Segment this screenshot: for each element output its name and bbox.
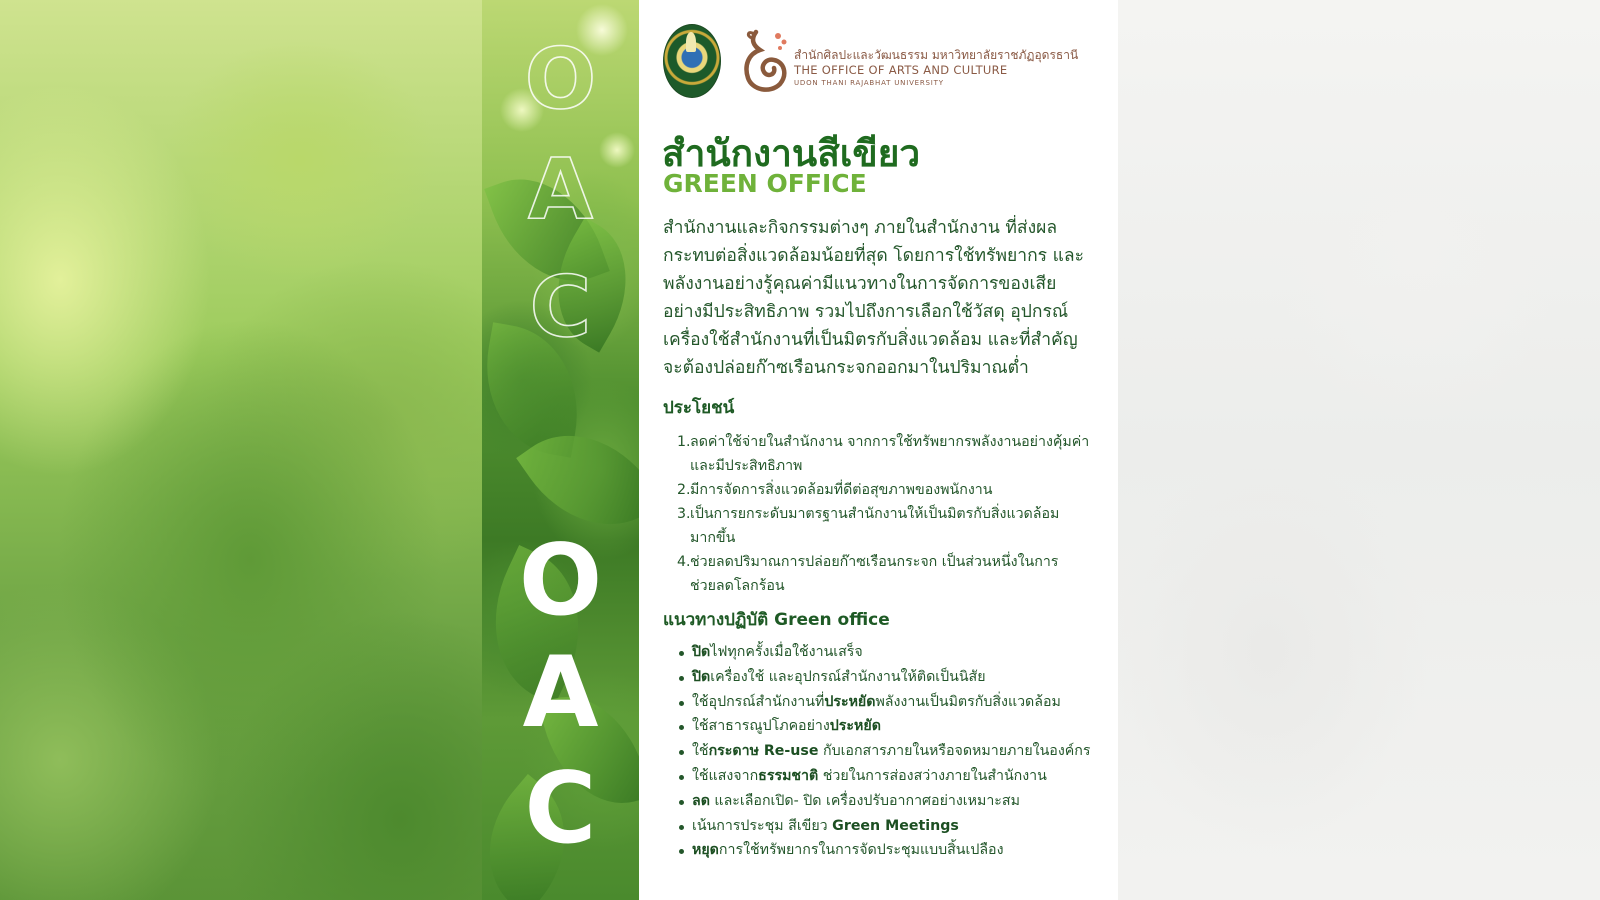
item-text: และมีประสิทธิภาพ: [690, 458, 803, 474]
list-item: [677, 550, 1107, 598]
solid-letter-a: A: [522, 636, 599, 750]
item-text: และเลือกเปิด- ปิด เครื่องปรับอากาศอย่างเหมาะสม: [709, 792, 1020, 809]
item-text: พลังงานเป็นมิตรกับสิ่งแวดล้อม: [875, 693, 1061, 710]
intro-line: สำนักงานและกิจกรรมต่างๆ ภายในสำนักงาน ที่ส่งผล: [663, 218, 1058, 238]
item-emphasis: ปิด: [692, 644, 711, 660]
outline-letter-a: A: [527, 140, 593, 238]
list-item: [677, 502, 1107, 550]
blurred-foliage-background-left: [0, 0, 482, 900]
item-text: เครื่องใช้ และอุปกรณ์สำนักงานให้ติดเป็นนิสัย: [710, 668, 986, 685]
item-number: 3.: [677, 506, 691, 522]
item-text: ใช้แสงจาก: [692, 767, 759, 784]
item-emphasis: Green Meetings: [832, 817, 959, 834]
list-item: [677, 714, 1107, 739]
list-item: [677, 764, 1107, 789]
list-item: [677, 690, 1107, 715]
outline-letter-c: C: [529, 258, 592, 356]
benefits-list: [677, 430, 1107, 598]
item-emphasis: หยุด: [692, 842, 719, 859]
list-item: [677, 838, 1107, 863]
emblem-spire-icon: [686, 32, 696, 52]
intro-line: จะต้องปล่อยก๊าซเรือนกระจกออกมาในปริมาณต่ำ: [663, 358, 1029, 378]
outline-letter-o: O: [524, 30, 597, 128]
list-item: [677, 430, 1107, 478]
item-text: ช่วยในการส่องสว่างภายในสำนักงาน: [818, 767, 1047, 784]
item-emphasis: ธรรมชาติ: [758, 767, 819, 784]
item-text: กับเอกสารภายในหรือจดหมายภายในองค์กร: [818, 743, 1091, 760]
intro-paragraph: [663, 214, 1103, 382]
practices-heading: แนวทางปฏิบัติ Green office: [663, 610, 890, 630]
item-number: 2.: [677, 482, 691, 498]
item-emphasis: ลด: [692, 792, 710, 809]
list-item: [677, 814, 1107, 839]
item-text: การใช้ทรัพยากรในการจัดประชุมแบบสิ้นเปลือง: [718, 842, 1004, 859]
item-emphasis: ประหยัด: [829, 718, 881, 735]
org-name-thai: สำนักศิลปะและวัฒนธรรม มหาวิทยาลัยราชภัฏอุดรธานี: [794, 48, 1079, 62]
list-item: [677, 478, 1107, 502]
item-text: มากขึ้น: [690, 530, 736, 546]
practices-list: [677, 640, 1107, 863]
item-text: เป็นการยกระดับมาตรฐานสำนักงานให้เป็นมิตรกับสิ่งแวดล้อม: [690, 506, 1060, 522]
item-text: ใช้อุปกรณ์สำนักงานที่: [692, 693, 825, 710]
item-text: ไฟทุกครั้งเมื่อใช้งานเสร็จ: [710, 644, 863, 660]
item-text: ลดค่าใช้จ่ายในสำนักงาน จากการใช้ทรัพยากรพลังงานอย่างคุ้มค่า: [690, 434, 1090, 450]
item-text: เน้นการประชุม สีเขียว: [692, 817, 833, 834]
intro-line: พลังงานอย่างรู้คุณค่ามีแนวทางในการจัดการของเสีย: [663, 274, 1057, 294]
item-emphasis: กระดาษ Re-use: [708, 743, 819, 760]
item-emphasis: ประหยัด: [824, 693, 876, 710]
page-title-thai: สำนักงานสีเขียว: [662, 132, 921, 175]
list-item: [677, 640, 1107, 665]
leaf-photo-strip: [482, 0, 639, 900]
intro-line: อย่างมีประสิทธิภาพ รวมไปถึงการเลือกใช้วัสดุ อุปกรณ์: [663, 302, 1069, 322]
solid-letter-c: C: [524, 752, 597, 866]
page-title-english: GREEN OFFICE: [663, 169, 867, 198]
org-name-english: THE OFFICE OF ARTS AND CULTURE: [794, 63, 1008, 77]
item-number: 1.: [677, 434, 691, 450]
item-text: ช่วยลดปริมาณการปล่อยก๊าซเรือนกระจก เป็นส่วนหนึ่งในการ: [690, 554, 1059, 570]
list-item: [677, 789, 1107, 814]
item-emphasis: ปิด: [692, 668, 711, 685]
arts-culture-swirl-logo-icon: [740, 26, 788, 96]
list-item: [677, 739, 1107, 764]
benefits-heading: ประโยชน์: [663, 398, 735, 418]
item-text: ช่วยลดโลกร้อน: [690, 578, 785, 594]
blurred-light-background-right: [1118, 0, 1600, 900]
item-text: ใช้: [692, 743, 709, 760]
university-name: UDON THANI RAJABHAT UNIVERSITY: [794, 79, 944, 87]
item-text: มีการจัดการสิ่งแวดล้อมที่ดีต่อสุขภาพของพนักงาน: [690, 482, 993, 498]
solid-letter-o: O: [518, 524, 603, 638]
item-number: 4.: [677, 554, 691, 570]
item-text: ใช้สาธารณูปโภคอย่าง: [692, 718, 830, 735]
intro-line: เครื่องใช้สำนักงานที่เป็นมิตรกับสิ่งแวดล้อม และที่สำคัญ: [663, 330, 1078, 350]
list-item: [677, 665, 1107, 690]
intro-line: กระทบต่อสิ่งแวดล้อมน้อยที่สุด โดยการใช้ทรัพยากร และ: [663, 246, 1085, 266]
